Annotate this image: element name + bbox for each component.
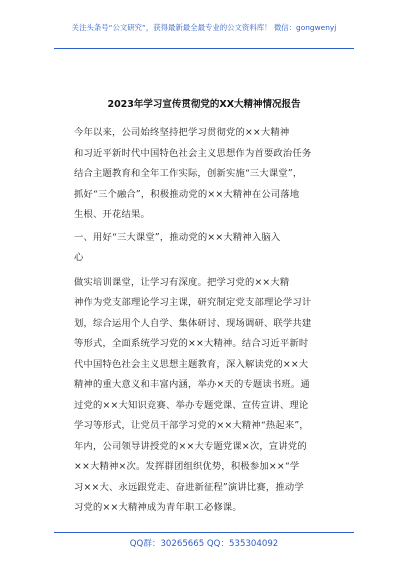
text-line: 生根、开花结果。 [74,209,150,220]
text-line: 今年以来，公司始终坚持把学习贯彻党的××大精神 [74,127,290,138]
text-line: 神作为党支部理论学习主课，研究制定党支部理论学习计 [74,297,312,308]
document-body [74,123,344,523]
text-line: ××大精神×次。发挥群团组织优势，积极参加××“学 [74,461,300,472]
paragraph-intro [74,123,344,226]
text-line: 习党的××大精神成为青年职工必修课。 [74,502,242,513]
document-title: 2023年学习宣传贯彻党的XX大精神情况报告 [107,99,301,110]
footer-divider [54,532,354,533]
text-line: 一、用好“三大课堂”，推动党的××大精神入脑入 [74,231,281,243]
text-line: 心 [74,252,84,263]
text-line: 做实培训课堂，让学习有深度。把学习党的××大精 [74,276,290,288]
text-line: 代中国特色社会主义思想主题教育，深入解读党的××大 [74,358,309,370]
text-line: 精神的重大意义和丰富内涵，举办×天的专题读书班。通 [74,379,310,390]
text-line: 过党的××大知识竞赛、举办专题党课、宣传宣讲、理论 [74,399,309,411]
paragraph-training [74,273,344,519]
header-divider [54,48,354,49]
text-line: 学习等形式，让党员干部学习党的××大精神“热起来”， [74,420,309,431]
text-line: 等形式，全面系统学习党的××大精神。结合习近平新时 [74,338,309,349]
text-line: 划，综合运用个人自学、集体研讨、现场调研、联学共建 [74,317,312,329]
text-line: 习××大、永远跟党走、奋进新征程”演讲比赛，推动学 [74,481,304,493]
text-line: 年内，公司领导讲授党的××大专题党课×次，宣讲党的 [74,440,307,452]
section-heading-1 [74,228,344,269]
header-banner: 关注头条号“公文研究”，获得最新最全最专业的公文资料库！ 微信：gongwenyj [71,23,337,32]
footer-contact: QQ群：30265665 QQ：535304092 [129,539,279,549]
text-line: 结合主题教育和全年工作实际，创新实施“三大课堂”， [74,168,303,179]
text-line: 和习近平新时代中国特色社会主义思想作为首要政治任务 [74,147,312,159]
text-line: 抓好“三个融合”，积极推动党的××大精神在公司落地 [74,188,300,200]
